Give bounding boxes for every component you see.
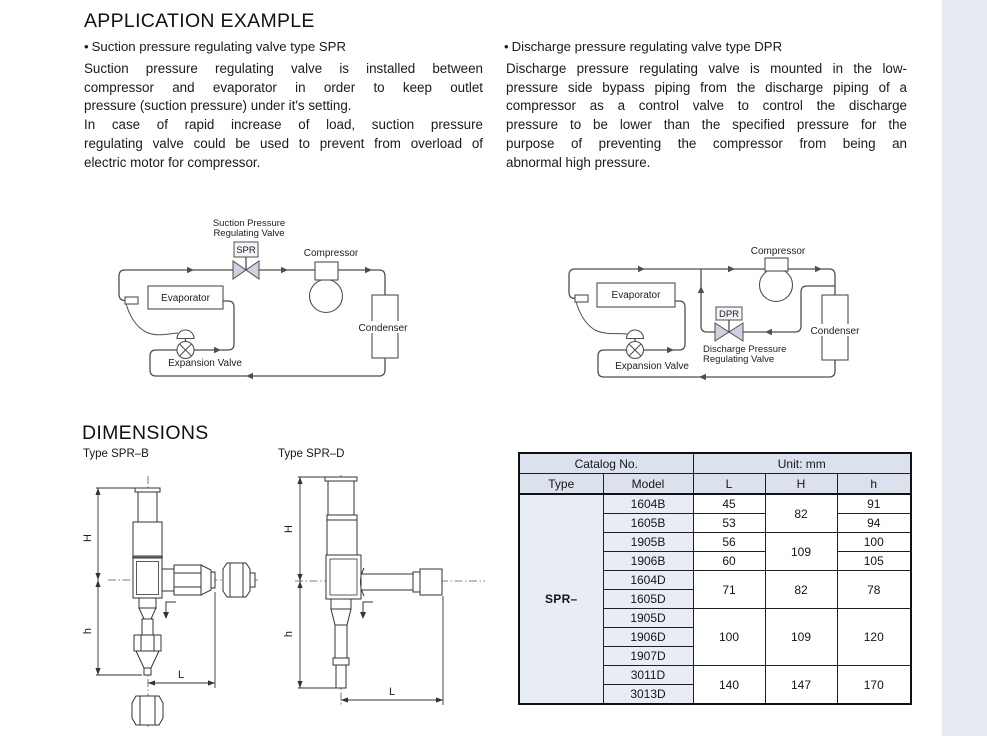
bullet-dpr-text: Discharge pressure regulating valve type DPR	[511, 39, 783, 54]
expansion-valve-label: Expansion Valve	[615, 361, 689, 372]
valve-body	[133, 558, 162, 598]
dimension-value-cell: 78	[837, 571, 911, 609]
dpr-valve-label-2: Regulating Valve	[703, 354, 775, 365]
dimension-value-cell: 100	[837, 533, 911, 552]
model-cell: 1604B	[603, 494, 693, 514]
flare-nut	[223, 563, 250, 597]
lower-tube	[142, 619, 153, 635]
dpr-cycle-diagram	[555, 230, 905, 390]
compressor-cap	[315, 262, 338, 280]
type-cell: SPR–	[519, 494, 603, 704]
discharge-pipe	[338, 270, 385, 295]
evaporator-label: Evaporator	[161, 293, 210, 304]
evaporator-inlet-stub	[575, 295, 588, 302]
dpr-tag: DPR	[718, 309, 740, 320]
spr-valve-body	[233, 261, 246, 279]
flow-arrow	[699, 374, 706, 380]
nut-collar	[250, 573, 255, 587]
top-lip	[325, 477, 357, 481]
type-column-header: Type	[519, 474, 603, 495]
text-line: pressure side bypass piping from the discharge piping of a	[506, 79, 907, 95]
dimension-value-cell: 82	[765, 571, 837, 609]
dimension-value-cell: 105	[837, 552, 911, 571]
dim-arrow	[436, 697, 443, 702]
dimension-value-cell: 120	[837, 609, 911, 666]
dimension-value-cell: 147	[765, 666, 837, 705]
spr-cycle-diagram	[100, 210, 440, 390]
page-edge-band	[942, 0, 987, 736]
dimensions-table-body	[519, 494, 911, 704]
compressor-cap	[765, 258, 788, 271]
dim-L-label: L	[388, 686, 396, 698]
text-line: In case of rapid increase of load, suction pressure	[84, 117, 483, 133]
dimension-value-cell: 45	[693, 494, 765, 514]
text-line: electric motor for compressor.	[84, 154, 261, 170]
flow-arrow	[365, 267, 372, 273]
dimension-value-cell: 94	[837, 514, 911, 533]
dim-arrow	[148, 680, 155, 685]
lower-taper	[139, 608, 156, 619]
branch-hex	[174, 565, 201, 595]
flow-arrow	[765, 329, 772, 335]
text-line: regulating valve could be used to prevent from overload of	[84, 135, 483, 151]
spr-d-drawing	[273, 462, 493, 730]
dimension-value-cell: 53	[693, 514, 765, 533]
spr-b-drawing	[78, 462, 278, 730]
flow-arrow	[728, 266, 735, 272]
dimension-value-cell: 82	[765, 494, 837, 533]
model-cell: 1905D	[603, 609, 693, 628]
model-cell: 1905B	[603, 533, 693, 552]
flare-cone	[201, 565, 211, 595]
branch-collar	[413, 572, 420, 592]
compressor-symbol	[310, 280, 343, 313]
compressor-label: Compressor	[750, 246, 806, 257]
text-line: pressure (suction pressure) under it's setting.	[84, 98, 352, 114]
application-example-heading: APPLICATION EXAMPLE	[84, 10, 315, 32]
spr-valve-label-1: Suction Pressure	[212, 218, 286, 229]
model-cell: 1906D	[603, 628, 693, 647]
lower-tube	[335, 625, 347, 658]
fig-spr-b-label: Type SPR–B	[83, 448, 149, 460]
unit-header: Unit: mm	[693, 453, 911, 474]
dim-arrow	[297, 681, 302, 688]
compressor-label: Compressor	[303, 248, 359, 259]
flow-arrow	[187, 267, 194, 273]
lower-neck	[331, 599, 351, 609]
evaporator-feed-pipe	[644, 301, 686, 350]
bullet-spr-text: Suction pressure regulating valve type SPR	[91, 39, 346, 54]
text-line: Suction pressure regulating valve is installed between	[84, 61, 483, 76]
branch-step	[162, 569, 174, 591]
weld-ring	[333, 658, 349, 665]
expansion-valve-label: Expansion Valve	[168, 358, 242, 369]
flow-indicator-arrow	[163, 612, 169, 619]
spr-tag: SPR	[236, 245, 256, 256]
text-line: purpose of preventing the compressor from being an	[506, 135, 907, 151]
dim-arrow	[95, 573, 100, 580]
lower-taper	[331, 609, 351, 625]
dim-arrow	[297, 574, 302, 581]
text-line: pressure to be lower than the specified pressure for the	[506, 117, 907, 133]
dim-arrow	[341, 697, 348, 702]
fig-spr-d-label: Type SPR–D	[278, 448, 345, 460]
dimension-value-cell: 170	[837, 666, 911, 705]
model-cell: 3013D	[603, 685, 693, 705]
expansion-valve-dome	[627, 330, 644, 339]
flow-arrow	[667, 347, 674, 353]
flow-arrow	[638, 266, 645, 272]
H-column-header: H	[765, 474, 837, 495]
bottom-nut	[132, 696, 163, 725]
adjuster-section	[327, 515, 357, 555]
dim-arrow	[208, 680, 215, 685]
bullet-icon: •	[504, 39, 509, 54]
condenser-label: Condenser	[810, 326, 860, 337]
lower-hex-nut	[134, 635, 161, 651]
text-line: Discharge pressure regulating valve is mounted in the low-	[506, 61, 907, 76]
dimension-value-cell: 109	[765, 609, 837, 666]
dim-arrow	[297, 477, 302, 484]
bullet-icon: •	[84, 39, 89, 54]
flow-arrow	[698, 286, 704, 293]
model-column-header: Model	[603, 474, 693, 495]
lower-tip	[144, 668, 151, 675]
dimension-value-cell: 56	[693, 533, 765, 552]
model-cell: 1605D	[603, 590, 693, 609]
condenser-label: Condenser	[358, 323, 408, 334]
model-cell: 3011D	[603, 666, 693, 685]
dim-arrow	[95, 668, 100, 675]
discharge-pipe	[788, 269, 835, 295]
dimension-value-cell: 60	[693, 552, 765, 571]
dim-L-label: L	[177, 669, 185, 681]
dimension-value-cell: 91	[837, 494, 911, 514]
flow-arrow	[815, 266, 822, 272]
dim-H-label: H	[82, 534, 94, 542]
dpr-valve-label-1: Discharge Pressure	[703, 344, 787, 355]
branch-coupling	[420, 569, 442, 595]
dimensions-table	[518, 452, 912, 705]
spr-valve-label-2: Regulating Valve	[213, 228, 285, 239]
dim-h-label: h	[283, 630, 295, 638]
dpr-valve-body	[715, 323, 729, 341]
h-column-header: h	[837, 474, 911, 495]
dimension-value-cell: 71	[693, 571, 765, 609]
flow-arrow	[214, 347, 221, 353]
bullet-spr	[84, 39, 346, 54]
flow-indicator	[166, 602, 176, 613]
dimensions-heading: DIMENSIONS	[82, 422, 209, 444]
compressor-symbol	[760, 269, 793, 302]
flow-arrow	[281, 267, 288, 273]
flow-indicator	[363, 602, 373, 613]
evaporator-label: Evaporator	[611, 290, 661, 301]
flow-arrow	[246, 373, 253, 379]
flow-indicator-arrow	[360, 612, 366, 619]
bottom-stub	[336, 665, 346, 688]
text-line: compressor as a control valve to control the discharge	[506, 98, 907, 114]
branch-tube	[361, 574, 413, 590]
dimension-value-cell: 100	[693, 609, 765, 666]
catalog-no-header: Catalog No.	[519, 453, 693, 474]
top-tube	[138, 492, 157, 522]
model-cell: 1604D	[603, 571, 693, 590]
dpr-description	[506, 60, 907, 172]
dim-arrow	[95, 580, 100, 587]
bullet-dpr	[504, 39, 782, 54]
dim-arrow	[297, 581, 302, 588]
top-tube	[328, 481, 354, 515]
table-header-row	[519, 453, 911, 474]
top-cap	[135, 488, 160, 492]
spr-description	[84, 60, 483, 172]
adjuster-section	[133, 522, 162, 556]
model-cell: 1605B	[603, 514, 693, 533]
lower-neck	[139, 598, 156, 608]
text-line: abnormal high pressure.	[506, 154, 651, 170]
evaporator-inlet-stub	[125, 297, 138, 304]
flare-tip	[211, 572, 215, 588]
dim-h-label: h	[82, 627, 94, 635]
table-row	[519, 494, 911, 514]
expansion-valve-dome	[177, 330, 194, 339]
valve-body	[326, 555, 361, 599]
text-line: compressor and evaporator in order to keep outlet	[84, 79, 483, 95]
dim-arrow	[95, 488, 100, 495]
dim-H-label: H	[283, 525, 295, 533]
spr-valve-body	[246, 261, 259, 279]
L-column-header: L	[693, 474, 765, 495]
lower-flare	[136, 651, 159, 668]
model-cell: 1907D	[603, 647, 693, 666]
model-cell: 1906B	[603, 552, 693, 571]
dimension-value-cell: 140	[693, 666, 765, 705]
dimension-value-cell: 109	[765, 533, 837, 571]
table-header-row	[519, 474, 911, 495]
dpr-valve-body	[729, 323, 743, 341]
